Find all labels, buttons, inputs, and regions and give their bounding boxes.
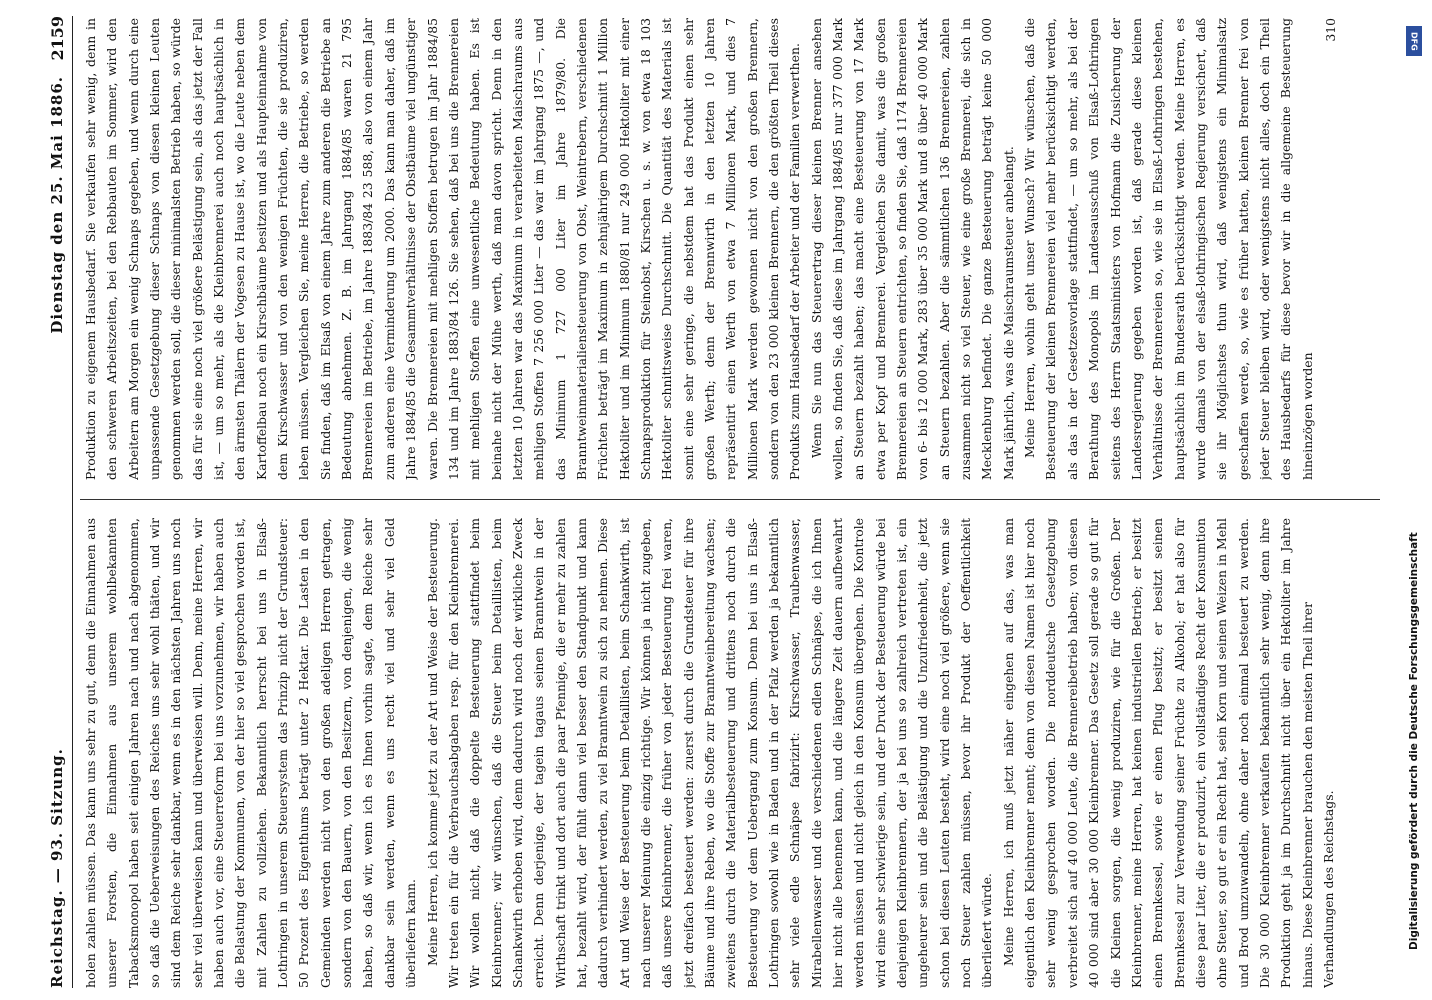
column-divider	[80, 499, 1380, 500]
credit-text: Digitalisierung gefördert durch die Deutsche Forschungsgemeinschaft	[1408, 532, 1420, 950]
left-paragraph-3: Meine Herren, ich muß jetzt näher eingehen auf das, was man eigentlich den Kleinbrenner nennt; denn von diesen Namen ist hier noch sehr wenig gesprochen worden. Die norddeutsche Gesetzgebung verbreitet sich auf 40 000 Leute, die Brennereibetrieb haben; von diesen 40 000 sind aber 30 000 Kleinbrenner. Das Gesetz soll gerade so gut für die Kleinen sorgen, die wenig produziren, wie für die Großen. Der Kleinbrenner, meine Herren, hat keinen industriellen Betrieb; er besitzt einen Brennkessel, sowie er einen Pflug besitzt; er besitzt seinen Brennkessel zur Verwendung seiner Früchte zu Alkohol; er hat also für diese paar Liter, die er produzirt, ein vollständiges Recht der Konsumtion ohne Steuer, so gut er ein Recht hat, sein Korn und seinen Weizen in Mehl und Brod umzuwandeln, ohne daher noch einmal besteuert zu werden. Die 30 000 Kleinbrenner verkaufen bekanntlich sehr wenig, denn ihre Produktion geht ja im Durchschnitt nicht über ein Hektoliter im Jahre hinaus. Diese Kleinbrenner brauchen den meisten Theil ihrer	[1000, 518, 1315, 988]
left-paragraph-2: Meine Herren, ich komme jetzt zu der Art und Weise der Besteuerung. Wir treten ein für die Verbrauchsabgaben resp. für den Kleinbrennerei. Wir wollen nicht, daß die doppelte Besteuerung stattfindet beim Kleinbrenner; wir wünschen, daß die Steuer beim Detaillisten, beim Schankwirth erhoben wird, denn dadurch wird noch der wirkliche Zweck erreicht. Denn derjenige, der tagein tagaus seinen Branntwein in der Wirthschaft trinkt und dort auch die paar Pfennige, die er mehr zu zahlen hat, bezahlt wird, der fühlt dann viel besser den Standpunkt und kann dadurch verhindert werden, zu viel Branntwein zu sich zu nehmen. Diese Art und Weise der Besteuerung beim Detaillisten, beim Schankwirth, ist nach unserer Meinung die einzig richtige. Wir können ja nicht zugeben, daß unsere Kleinbrenner, die früher von jeder Besteuerung frei waren, jetzt dreifach besteuert werden: zuerst durch die Grundsteuer für ihre Bäume und ihre Reben, wo die Stoffe zur Branntweinbereitung wachsen; zweitens durch die Materialbesteuerung und drittens noch durch die Besteuerung vor dem Uebergang zum Konsum. Denn bei uns in Elsaß-Lothringen sowohl wie in Baden und in der Pfalz werden ja bekanntlich sehr viele edle Schnäpse fabrizirt: Kirschwasser, Traubenwasser, Mirabellenwasser und die verschiedenen edlen Schnäpse, die ich Ihnen hier nicht alle benennen kann, und die längere Zeit dauern aufbewahrt werden müssen und nicht gleich in den Konsum übergehen. Die Kontrole wird eine sehr schwierige sein, und der Druck der Besteuerung würde bei denjenigen Kleinbrennern, der ja bei uns so zahlreich vertreten ist, ein ungeheurer sein und die Belästigung und die Unzufriedenheit, die jetzt schon bei diesen Leuten besteht, wird eine noch viel größere, wenn sie noch Steuer zahlen müssen, bevor ihr Produkt der Oeffentlichkeit überliefert würde.	[424, 518, 995, 988]
left-paragraph-1: holen zahlen müssen. Das kann uns sehr zu gut, denn die Einnahmen aus unserer Forsten, die Einnahmen aus unserem wohlbekannten Tabacksmonopol haben seit einigen Jahren nach und nach abgenommen, so daß die Ueberweisungen des Reiches uns sehr wohl thäten, und wir sind dem Reiche sehr dankbar, wenn es in den nächsten Jahren uns noch sehr viel überweisen kann und überweisen will. Denn, meine Herren, wir haben auch vor, eine Steuerreform bei uns vorzunehmen, wir haben auch die Belastung der Kommunen, von der hier so viel gesprochen worden ist, mit Zahlen zu vollziehen. Bekanntlich herrscht bei uns in Elsaß-Lothringen in unserem Steuersystem das Prinzip nicht der Grundsteuer: 50 Prozent des Eigenthums beträgt unter 2 Hektar. Die Lasten in den Gemeinden werden nicht von den großen adeligen Herren getragen, sondern von den Bauern, von den Besitzern, von denjenigen, die wenig haben, so daß wir, wenn ich es Ihnen vorhin sagte, dem Reiche sehr dankbar sein werden, wenn es uns recht viel und sehr viel Geld überliefern kann.	[83, 518, 419, 988]
right-paragraph-3: Meine Herren, wohin geht unser Wunsch? Wir wünschen, daß die Besteuerung der kleinen Brennereien viel mehr berücksichtigt werden, als das in der Gesetzesvorlage stattfindet, — um so mehr, als bei der Berathung des Monopols im Landesausschuß von Elsaß-Lothringen seitens des Herrn Staatsministers von Hofmann die Zusicherung der Landesregierung gegeben worden ist, daß gerade diese kleinen Verhältnisse der Brennereien so, wie sie in Elsaß-Lothringen bestehen, hauptsächlich im Bundesrath berücksichtigt werden. Meine Herren, es wurde damals von der elsaß-lothringischen Regierung versichert, daß sie ihr Möglichstes thun wird, daß wenigstens ein Minimalsatz geschaffen werde, so, wie es früher hatten, kleinen Brenner frei von jeder Steuer bleiben wird, oder wenigstens nicht alles, doch ein Theil des Hausbedarfs für diese bevor wir in die allgemeine Besteuerung hineinzögen worden	[1022, 18, 1315, 480]
page-header	[44, 16, 73, 988]
header-right-title: Dienstag den 25. Mai 1886.	[48, 76, 66, 334]
header-left-title: Reichstag. — 93. Sitzung.	[48, 748, 66, 988]
right-paragraph-1: Produktion zu eigenem Hausbedarf. Sie verkaufen sehr wenig, denn in den schweren Arbeitszeiten, bei den Rebbauten im Sommer, wird den Arbeitern am Morgen ein wenig Schnaps gegeben, und wenn durch eine unpassende Gesetzgebung dieser Schnaps von diesen kleinen Leuten genommen werden soll, die dieser minimalsten Betrieb haben, so würde das für sie eine noch viel größere Belästigung sein, als das jetzt der Fall ist, — um so mehr, als die Kleinbrennerei auch noch hauptsächlich in den ärmsten Thälern der Vogesen zu Hause ist, wo die Leute neben dem Kartoffelbau noch ein Kirschbäume besitzen und als Haupteinnahme von dem Kirschwasser und von den wenigen Früchten, die sie produziren, leben müssen. Vergleichen Sie, meine Herren, die Betriebe, so werden Sie finden, daß im Elsaß von einem Jahre zum anderen die Betriebe an Bedeutung abnehmen. Z. B. im Jahrgang 1884/85 waren 21 795 Brennereien im Betriebe, im Jahre 1883/84 23 588, also von einem Jahr zum anderen eine Verminderung um 2000. Das kann man daher, daß im Jahre 1884/85 die Gesammtverhältnisse der Obstbäume viel ungünstiger waren. Die Brennereien mit mehligen Stoffen betrugen im Jahr 1884/85 134 und im Jahre 1883/84 126. Sie sehen, daß bei uns die Brennereien mit mehligen Stoffen eine unwesentliche Bedeutung haben. Es ist beinahe nicht der Mühe werth, daß man davon spricht. Denn in den letzten 10 Jahren war das Maximum in verarbeiteten Maischraums aus mehligen Stoffen 7 256 000 Liter — das war im Jahrgang 1875 —, und das Minimum 1 727 000 Liter im Jahre 1879/80. Die Branntweinmaterialiensteuerung von Obst, Weintrebern, verschiedenen Früchten beträgt im Maximum in zehnjährigem Durchschnitt 1 Million Hektoliter und im Minimum 1880/81 nur 249 000 Hektoliter mit einer Schnapsproduktion für Steinobst, Kirschen u. s. w. von etwa 18 103 Hektoliter schnittsweise Durchschnitt. Die Quantität des Materials ist somit eine sehr geringe, die nebstdem hat das Produkt einen sehr großen Werth; denn der Brennwirth in den letzten 10 Jahren repräsentirt einen Werth von etwa 7 Millionen Mark, und dies 7 Millionen Mark werden gewonnen nicht von den großen Brennern, sondern von den 23 000 kleinen Brennern, die den größten Theil dieses Produkts zum Hausbedarf der Arbeiter und der Familien verwerthen.	[83, 18, 803, 480]
digitization-credit	[1404, 20, 1426, 980]
signature-mark: 310	[1322, 18, 1338, 42]
left-text-column	[80, 518, 1380, 988]
left-footer-line: Verhandlungen des Reichstags.	[1320, 790, 1336, 988]
page-number: 2159	[48, 16, 67, 61]
right-paragraph-2: Wenn Sie nun das Steuerertrag dieser kleinen Brenner ansehen wollen, so finden Sie, daß diese im Jahrgang 1884/85 nur 377 000 Mark an Steuern bezahlt haben; das macht eine Besteuerung von 17 Mark etwa per Kopf und Brennerei. Vergleichen Sie damit, was die großen Brennereien an Steuern entrichten, so finden Sie, daß 1174 Brennereien von 6- bis 12 000 Mark, 283 über 35 000 Mark und 8 über 40 000 Mark an Steuern bezahlen. Aber die sämmtlichen 136 Brennereien, zahlen zusammen nicht so viel Steuer, wie eine große Brennerei, die sich in Mecklenburg befindet. Die ganze Besteuerung beträgt keine 50 000 Mark jährlich, was die Maischraumsteuer anbelangt.	[808, 18, 1016, 480]
right-text-column	[80, 18, 1380, 480]
dfg-logo: DFG	[1406, 26, 1422, 56]
